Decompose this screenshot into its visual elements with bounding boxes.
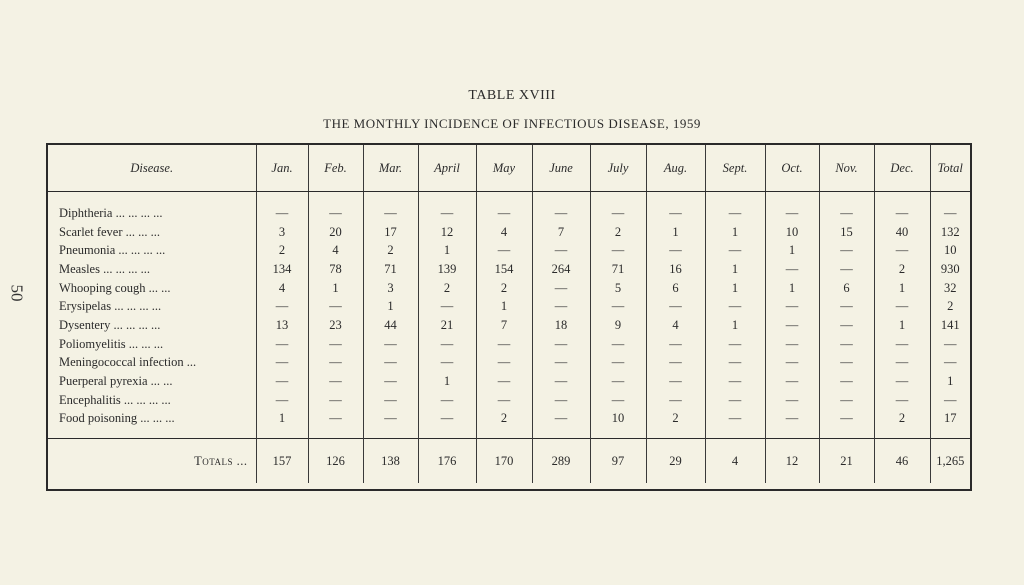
cell-value: 4 bbox=[646, 316, 705, 335]
cell-value: — bbox=[646, 241, 705, 260]
cell-value: 17 bbox=[363, 223, 418, 242]
total-value: 1,265 bbox=[930, 439, 970, 484]
cell-value: — bbox=[765, 391, 819, 410]
cell-value: — bbox=[705, 204, 765, 223]
cell-value: 12 bbox=[418, 223, 476, 242]
disease-name: Poliomyelitis ... ... ... bbox=[59, 336, 164, 351]
cell-value: — bbox=[590, 241, 646, 260]
cell-value: 44 bbox=[363, 316, 418, 335]
cell-value: — bbox=[819, 354, 874, 373]
cell-value: 2 bbox=[874, 260, 930, 279]
cell-value: 71 bbox=[363, 260, 418, 279]
cell-value: — bbox=[765, 316, 819, 335]
cell-value: 15 bbox=[819, 223, 874, 242]
cell-value: 3 bbox=[256, 223, 308, 242]
spacer-cell bbox=[705, 192, 765, 205]
cell-value: — bbox=[532, 279, 590, 298]
cell-value: — bbox=[590, 354, 646, 373]
cell-value: 930 bbox=[930, 260, 970, 279]
cell-value: 4 bbox=[476, 223, 532, 242]
cell-value: 6 bbox=[646, 279, 705, 298]
cell-value: — bbox=[646, 372, 705, 391]
cell-value: 10 bbox=[590, 410, 646, 429]
spacer-cell bbox=[48, 428, 256, 439]
total-value: 138 bbox=[363, 439, 418, 484]
disease-name: Measles ... ... ... ... bbox=[59, 261, 150, 276]
spacer-cell bbox=[308, 428, 363, 439]
cell-value: 1 bbox=[930, 372, 970, 391]
cell-value: — bbox=[765, 372, 819, 391]
cell-value: — bbox=[532, 204, 590, 223]
disease-name: Diphtheria ... ... ... ... bbox=[59, 205, 163, 220]
spacer-cell bbox=[765, 428, 819, 439]
cell-value: — bbox=[363, 335, 418, 354]
cell-value: 139 bbox=[418, 260, 476, 279]
cell-value: — bbox=[819, 260, 874, 279]
spacer-cell bbox=[256, 192, 308, 205]
cell-value: 9 bbox=[590, 316, 646, 335]
cell-value: 134 bbox=[256, 260, 308, 279]
spacer-cell bbox=[819, 428, 874, 439]
cell-value: — bbox=[418, 354, 476, 373]
column-header: Aug. bbox=[646, 145, 705, 192]
cell-value: — bbox=[705, 354, 765, 373]
cell-value: — bbox=[532, 354, 590, 373]
cell-value: 132 bbox=[930, 223, 970, 242]
table-row bbox=[48, 260, 970, 279]
cell-value: 154 bbox=[476, 260, 532, 279]
cell-value: — bbox=[476, 335, 532, 354]
cell-value: — bbox=[874, 204, 930, 223]
cell-value: 71 bbox=[590, 260, 646, 279]
cell-value: — bbox=[819, 391, 874, 410]
cell-value: — bbox=[590, 335, 646, 354]
total-value: 29 bbox=[646, 439, 705, 484]
disease-name: Encephalitis ... ... ... ... bbox=[59, 392, 171, 407]
cell-value: 141 bbox=[930, 316, 970, 335]
cell-value: — bbox=[874, 335, 930, 354]
cell-value: 2 bbox=[646, 410, 705, 429]
column-header: Jan. bbox=[256, 145, 308, 192]
totals-label: Totals ... bbox=[48, 439, 256, 484]
table-row bbox=[48, 391, 970, 410]
spacer-cell bbox=[705, 428, 765, 439]
disease-name: Food poisoning ... ... ... bbox=[59, 411, 175, 426]
column-header: Nov. bbox=[819, 145, 874, 192]
column-header: June bbox=[532, 145, 590, 192]
cell-value: — bbox=[705, 410, 765, 429]
cell-value: — bbox=[590, 297, 646, 316]
table-row bbox=[48, 297, 970, 316]
spacer-cell bbox=[646, 192, 705, 205]
cell-value: — bbox=[418, 335, 476, 354]
cell-value: — bbox=[765, 354, 819, 373]
cell-value: — bbox=[532, 410, 590, 429]
table-row bbox=[48, 204, 970, 223]
spacer-cell bbox=[765, 192, 819, 205]
table-title: THE MONTHLY INCIDENCE OF INFECTIOUS DISEASE, 1959 bbox=[323, 116, 701, 131]
cell-value: 2 bbox=[256, 241, 308, 260]
spacer-cell bbox=[590, 192, 646, 205]
cell-value: 2 bbox=[363, 241, 418, 260]
spacer-cell bbox=[418, 428, 476, 439]
cell-value: — bbox=[308, 354, 363, 373]
cell-value: — bbox=[256, 391, 308, 410]
spacer-cell bbox=[590, 428, 646, 439]
total-value: 46 bbox=[874, 439, 930, 484]
cell-value: 23 bbox=[308, 316, 363, 335]
table-row bbox=[48, 335, 970, 354]
cell-value: — bbox=[590, 391, 646, 410]
cell-value: — bbox=[930, 391, 970, 410]
spacer-cell bbox=[874, 428, 930, 439]
cell-value: — bbox=[705, 391, 765, 410]
cell-value: 1 bbox=[705, 260, 765, 279]
cell-value: — bbox=[819, 297, 874, 316]
cell-value: 1 bbox=[874, 279, 930, 298]
total-value: 126 bbox=[308, 439, 363, 484]
cell-value: — bbox=[705, 335, 765, 354]
cell-value: — bbox=[874, 241, 930, 260]
table-row bbox=[48, 316, 970, 335]
cell-value: — bbox=[705, 241, 765, 260]
cell-value: — bbox=[930, 354, 970, 373]
cell-value: 2 bbox=[476, 410, 532, 429]
cell-value: — bbox=[819, 372, 874, 391]
cell-value: 40 bbox=[874, 223, 930, 242]
total-value: 12 bbox=[765, 439, 819, 484]
table-row bbox=[48, 372, 970, 391]
cell-value: — bbox=[418, 204, 476, 223]
cell-value: — bbox=[590, 204, 646, 223]
cell-value: 1 bbox=[705, 223, 765, 242]
cell-value: 10 bbox=[765, 223, 819, 242]
cell-value: — bbox=[646, 204, 705, 223]
cell-value: — bbox=[646, 391, 705, 410]
spacer-cell bbox=[930, 428, 970, 439]
disease-name: Scarlet fever ... ... ... bbox=[59, 224, 161, 239]
cell-value: — bbox=[363, 204, 418, 223]
cell-value: — bbox=[418, 410, 476, 429]
spacer-cell bbox=[532, 192, 590, 205]
cell-value: — bbox=[930, 335, 970, 354]
cell-value: — bbox=[765, 297, 819, 316]
cell-value: — bbox=[646, 335, 705, 354]
column-header: April bbox=[418, 145, 476, 192]
cell-value: 1 bbox=[705, 279, 765, 298]
spacer-cell bbox=[930, 192, 970, 205]
total-value: 176 bbox=[418, 439, 476, 484]
total-value: 170 bbox=[476, 439, 532, 484]
cell-value: — bbox=[363, 391, 418, 410]
cell-value: — bbox=[308, 410, 363, 429]
disease-name: Pneumonia ... ... ... ... bbox=[59, 243, 166, 258]
table-row bbox=[48, 410, 970, 429]
header-row bbox=[48, 145, 970, 192]
spacer-row bbox=[48, 428, 970, 439]
cell-value: — bbox=[930, 204, 970, 223]
disease-name: Meningococcal infection ... bbox=[59, 355, 197, 370]
cell-value: — bbox=[363, 372, 418, 391]
column-header: Total bbox=[930, 145, 970, 192]
column-header: Sept. bbox=[705, 145, 765, 192]
cell-value: 17 bbox=[930, 410, 970, 429]
cell-value: — bbox=[476, 354, 532, 373]
cell-value: 1 bbox=[874, 316, 930, 335]
cell-value: — bbox=[308, 372, 363, 391]
spacer-cell bbox=[476, 428, 532, 439]
cell-value: — bbox=[256, 297, 308, 316]
disease-name: Whooping cough ... ... bbox=[59, 280, 171, 295]
spacer-cell bbox=[874, 192, 930, 205]
cell-value: — bbox=[256, 204, 308, 223]
cell-value: — bbox=[363, 354, 418, 373]
total-value: 4 bbox=[705, 439, 765, 484]
cell-value: 1 bbox=[418, 241, 476, 260]
cell-value: 20 bbox=[308, 223, 363, 242]
cell-value: 1 bbox=[418, 372, 476, 391]
cell-value: 5 bbox=[590, 279, 646, 298]
cell-value: — bbox=[532, 372, 590, 391]
table-row bbox=[48, 223, 970, 242]
cell-value: 1 bbox=[256, 410, 308, 429]
cell-value: — bbox=[874, 391, 930, 410]
cell-value: 13 bbox=[256, 316, 308, 335]
cell-value: — bbox=[308, 391, 363, 410]
cell-value: 7 bbox=[476, 316, 532, 335]
cell-value: — bbox=[418, 391, 476, 410]
spacer-cell bbox=[256, 428, 308, 439]
cell-value: — bbox=[532, 335, 590, 354]
cell-value: — bbox=[476, 391, 532, 410]
cell-value: — bbox=[765, 260, 819, 279]
cell-value: — bbox=[874, 297, 930, 316]
cell-value: 6 bbox=[819, 279, 874, 298]
cell-value: — bbox=[819, 241, 874, 260]
cell-value: 1 bbox=[765, 279, 819, 298]
cell-value: — bbox=[532, 241, 590, 260]
total-value: 21 bbox=[819, 439, 874, 484]
spacer-cell bbox=[418, 192, 476, 205]
column-header: Feb. bbox=[308, 145, 363, 192]
cell-value: — bbox=[256, 372, 308, 391]
table-row bbox=[48, 354, 970, 373]
spacer-cell bbox=[532, 428, 590, 439]
cell-value: — bbox=[819, 204, 874, 223]
cell-value: — bbox=[308, 204, 363, 223]
cell-value: 2 bbox=[476, 279, 532, 298]
spacer-cell bbox=[363, 428, 418, 439]
cell-value: 1 bbox=[476, 297, 532, 316]
cell-value: — bbox=[765, 335, 819, 354]
spacer-cell bbox=[646, 428, 705, 439]
cell-value: 1 bbox=[705, 316, 765, 335]
cell-value: 4 bbox=[308, 241, 363, 260]
cell-value: — bbox=[874, 372, 930, 391]
disease-name: Dysentery ... ... ... ... bbox=[59, 317, 161, 332]
cell-value: 264 bbox=[532, 260, 590, 279]
cell-value: — bbox=[819, 410, 874, 429]
cell-value: 18 bbox=[532, 316, 590, 335]
cell-value: 2 bbox=[930, 297, 970, 316]
cell-value: — bbox=[765, 204, 819, 223]
cell-value: 4 bbox=[256, 279, 308, 298]
cell-value: — bbox=[819, 335, 874, 354]
spacer-cell bbox=[48, 192, 256, 205]
cell-value: 2 bbox=[590, 223, 646, 242]
cell-value: 1 bbox=[646, 223, 705, 242]
cell-value: — bbox=[256, 335, 308, 354]
cell-value: — bbox=[705, 297, 765, 316]
table-frame bbox=[46, 143, 972, 491]
cell-value: 1 bbox=[765, 241, 819, 260]
cell-value: — bbox=[646, 354, 705, 373]
column-header: Dec. bbox=[874, 145, 930, 192]
total-value: 157 bbox=[256, 439, 308, 484]
cell-value: 1 bbox=[308, 279, 363, 298]
spacer-cell bbox=[308, 192, 363, 205]
cell-value: — bbox=[308, 297, 363, 316]
total-value: 97 bbox=[590, 439, 646, 484]
cell-value: — bbox=[646, 297, 705, 316]
cell-value: — bbox=[256, 354, 308, 373]
table-label: TABLE XVIII bbox=[468, 88, 556, 103]
cell-value: — bbox=[308, 335, 363, 354]
disease-name: Erysipelas ... ... ... ... bbox=[59, 299, 162, 314]
cell-value: — bbox=[819, 316, 874, 335]
cell-value: — bbox=[590, 372, 646, 391]
cell-value: 21 bbox=[418, 316, 476, 335]
spacer-cell bbox=[476, 192, 532, 205]
cell-value: 78 bbox=[308, 260, 363, 279]
column-header: Mar. bbox=[363, 145, 418, 192]
cell-value: — bbox=[418, 297, 476, 316]
disease-name: Puerperal pyrexia ... ... bbox=[59, 374, 173, 389]
cell-value: — bbox=[874, 354, 930, 373]
cell-value: 3 bbox=[363, 279, 418, 298]
cell-value: — bbox=[705, 372, 765, 391]
cell-value: 7 bbox=[532, 223, 590, 242]
cell-value: — bbox=[476, 241, 532, 260]
cell-value: 1 bbox=[363, 297, 418, 316]
column-header-disease: Disease. bbox=[48, 145, 256, 192]
cell-value: — bbox=[476, 204, 532, 223]
incidence-table bbox=[48, 145, 970, 483]
cell-value: 32 bbox=[930, 279, 970, 298]
table-row bbox=[48, 279, 970, 298]
cell-value: — bbox=[765, 410, 819, 429]
cell-value: — bbox=[532, 391, 590, 410]
cell-value: — bbox=[476, 372, 532, 391]
cell-value: 16 bbox=[646, 260, 705, 279]
cell-value: — bbox=[363, 410, 418, 429]
cell-value: — bbox=[532, 297, 590, 316]
cell-value: 2 bbox=[874, 410, 930, 429]
column-header: July bbox=[590, 145, 646, 192]
total-value: 289 bbox=[532, 439, 590, 484]
cell-value: 10 bbox=[930, 241, 970, 260]
cell-value: 2 bbox=[418, 279, 476, 298]
column-header: Oct. bbox=[765, 145, 819, 192]
spacer-cell bbox=[363, 192, 418, 205]
totals-row bbox=[48, 439, 970, 484]
table-row bbox=[48, 241, 970, 260]
spacer-cell bbox=[819, 192, 874, 205]
spacer-row bbox=[48, 192, 970, 205]
table-body bbox=[48, 192, 970, 484]
page-number: 50 bbox=[7, 284, 27, 302]
column-header: May bbox=[476, 145, 532, 192]
